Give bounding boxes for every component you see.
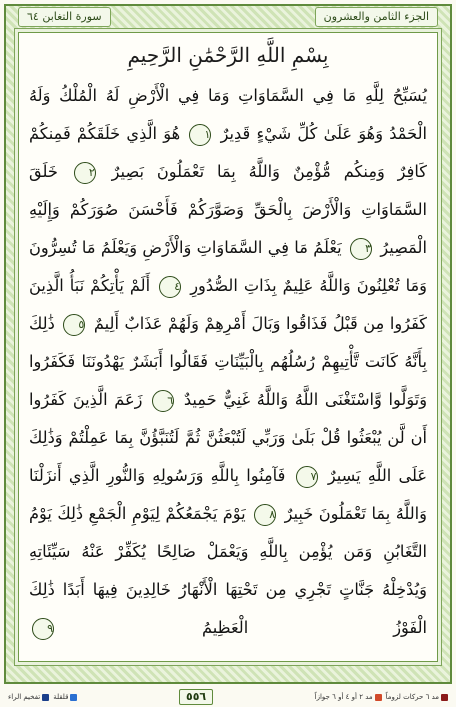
legend-swatch [70,694,77,701]
verse-text: خَلَقَ السَّمَاوَاتِ وَالْأَرْضَ بِالْحَقِّ وَصَوَّرَكُمْ فَأَحْسَنَ صُوَرَكُمْ وَإِلَيْهِ الْمَصِيرُ [29,162,427,257]
verse-text: يَوْمَ يَجْمَعُكُمْ لِيَوْمِ الْجَمْعِ ذَٰلِكَ يَوْمُ التَّغَابُنِ وَمَن يُؤْمِن بِاللَّهِ وَيَعْمَلْ صَالِحًا يُكَفِّرْ عَنْهُ سَيِّئَاتِهِ وَيُدْخِلْهُ جَنَّاتٍ تَجْرِي مِن تَحْتِهَا الْأَنْهَارُ خَالِدِينَ فِيهَا أَبَدًا ذَٰلِكَ الْفَوْزُ الْعَظِيمُ [29,504,427,637]
legend-label: مد ٦ حركات لزوماً [385,693,439,701]
verse-text: يُسَبِّحُ لِلَّهِ مَا فِي السَّمَاوَاتِ وَمَا فِي الْأَرْضِ لَهُ الْمُلْكُ وَلَهُ الْحَمْدُ وَهُوَ عَلَىٰ كُلِّ شَيْءٍ قَدِيرٌ [29,86,427,143]
verse-text: زَعَمَ الَّذِينَ كَفَرُوا أَن لَّن يُبْعَثُوا قُلْ بَلَىٰ وَرَبِّي لَتُبْعَثُنَّ ثُمَّ لَتُنَبَّؤُنَّ بِمَا عَمِلْتُمْ وَذَٰلِكَ عَلَى اللَّهِ يَسِيرٌ [29,390,428,485]
legend-label: تفخيم الراء [8,693,41,701]
page-footer [0,688,456,706]
legend-item [8,693,49,701]
ayah-number-marker: ٨ [254,504,276,526]
legend-item [53,693,77,701]
legend-item [315,693,382,701]
verse-text: أَلَمْ يَأْتِكُمْ نَبَأُ الَّذِينَ كَفَرُوا مِن قَبْلُ فَذَاقُوا وَبَالَ أَمْرِهِمْ وَلَهُمْ عَذَابٌ أَلِيمٌ [29,276,427,333]
legend-label: قلقلة [53,693,69,701]
verse-text: ذَٰلِكَ بِأَنَّهُ كَانَت تَّأْتِيهِمْ رُسُلُهُم بِالْبَيِّنَاتِ فَقَالُوا أَبَشَرٌ يَهْدُونَنَا فَكَفَرُوا وَتَوَلَّوا وَّاسْتَغْنَى اللَّهُ وَاللَّهُ غَنِيٌّ حَمِيدٌ [29,314,428,409]
page-number: ٥٥٦ [179,689,213,705]
verse-text: يَعْلَمُ مَا فِي السَّمَاوَاتِ وَالْأَرْضِ وَيَعْلَمُ مَا تُسِرُّونَ وَمَا تُعْلِنُونَ وَاللَّهُ عَلِيمٌ بِذَاتِ الصُّدُورِ [29,238,427,295]
legend-swatch [441,694,448,701]
ayah-number-marker: ٥ [63,314,85,336]
basmala: بِسْمِ اللَّهِ الرَّحْمَٰنِ الرَّحِيمِ [127,43,329,67]
text-frame [18,32,438,662]
ayah-number-marker: ٩ [32,618,54,640]
legend-item [386,693,448,701]
surah-name-label: سورة التغابن ٦٤ [18,7,111,27]
verse-text: فَآمِنُوا بِاللَّهِ وَرَسُولِهِ وَالنُّورِ الَّذِي أَنزَلْنَا وَاللَّهُ بِمَا تَعْمَلُونَ خَبِيرٌ [29,466,427,523]
ayah-number-marker: ٣ [350,238,372,260]
juz-label: الجزء الثامن والعشرون [315,7,438,27]
verse-text: هُوَ الَّذِي خَلَقَكُمْ فَمِنكُمْ كَافِرٌ وَمِنكُم مُّؤْمِنٌ وَاللَّهُ بِمَا تَعْمَلُونَ بَصِيرٌ [29,124,427,181]
ayah-number-marker: ٧ [296,466,318,488]
tajweed-legend-left [8,693,77,701]
ayah-number-marker: ٦ [152,390,174,412]
legend-label: مد ٢ أو ٤ أو ٦ جوازاً [314,693,373,701]
ayah-number-marker: ٤ [159,276,181,298]
verses-block [29,77,427,647]
tajweed-legend-right [315,693,448,701]
ayah-number-marker: ١ [189,124,211,146]
ayah-number-marker: ٢ [74,162,96,184]
page-header [18,6,438,28]
legend-swatch [375,694,382,701]
legend-swatch [42,694,49,701]
